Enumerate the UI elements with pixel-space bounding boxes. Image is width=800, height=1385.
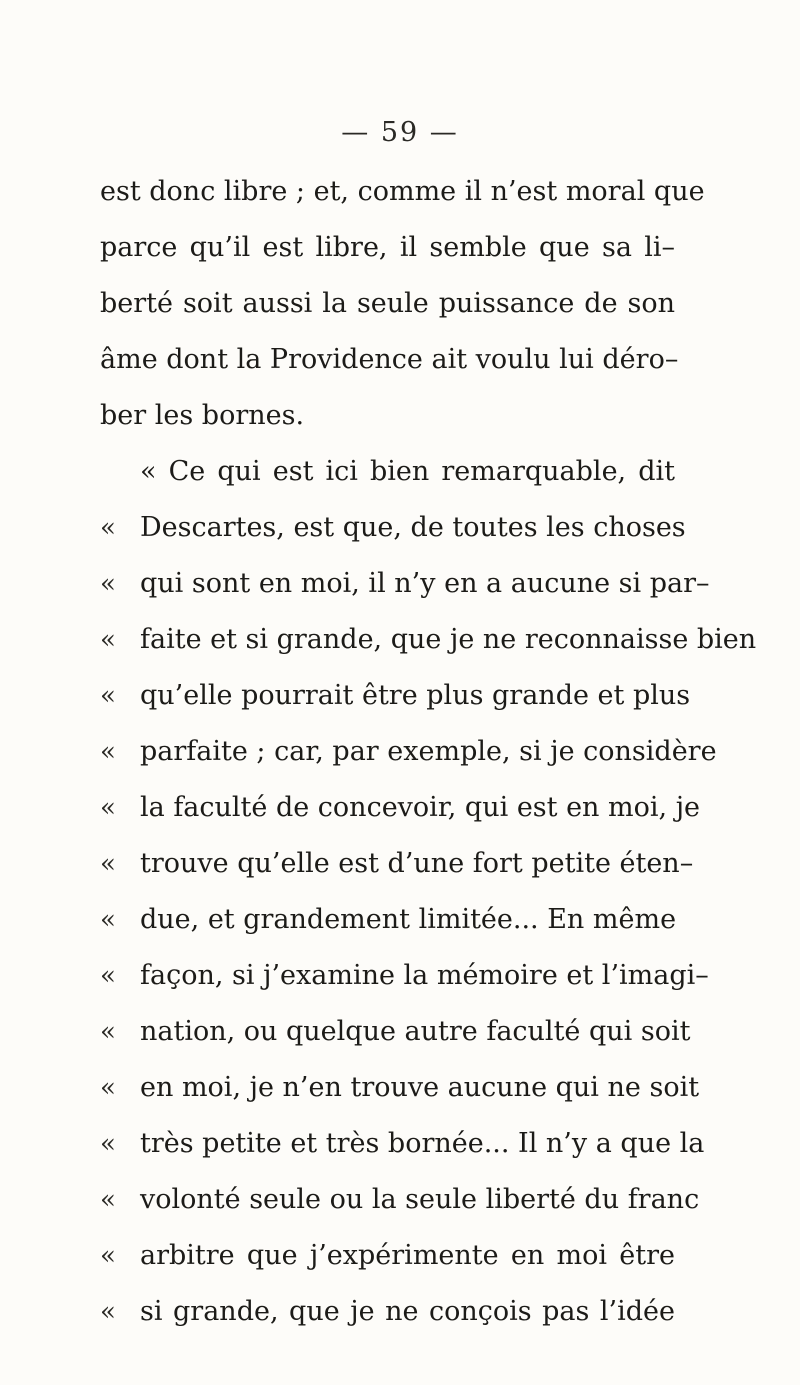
line-text: arbitre que j’expérimente en moi être (140, 1240, 675, 1271)
quote-mark: « (100, 1241, 116, 1271)
quote-mark: « (100, 1017, 116, 1047)
text-line (100, 164, 705, 220)
quote-mark: « (100, 625, 116, 655)
line-text: due, et grandement limitée... En même (140, 904, 677, 935)
quote-mark: « (100, 849, 116, 879)
line-text: parce qu’il est libre, il semble que sa li– (100, 232, 675, 263)
line-text: façon, si j’examine la mémoire et l’imagi– (140, 960, 709, 991)
quote-mark: « (100, 793, 116, 823)
text-line (100, 1004, 691, 1060)
quote-mark: « (100, 1185, 116, 1215)
quote-mark: « (100, 961, 116, 991)
quote-mark: « (100, 1073, 116, 1103)
quote-mark: « (100, 569, 116, 599)
line-text: la faculté de concevoir, qui est en moi, je (140, 792, 701, 823)
text-line (100, 836, 694, 892)
text-line (100, 1284, 675, 1340)
line-text: est donc libre ; et, comme il n’est moral que (100, 176, 705, 207)
line-text: berté soit aussi la seule puissance de son (100, 288, 675, 319)
text-line (100, 276, 675, 332)
text-line (100, 948, 709, 1004)
text-line (100, 1116, 705, 1172)
line-text: Descartes, est que, de toutes les choses (140, 512, 686, 543)
line-text: volonté seule ou la seule liberté du franc (140, 1184, 700, 1215)
text-line (100, 780, 701, 836)
quote-mark: « (100, 1129, 116, 1159)
line-text: nation, ou quelque autre faculté qui soit (140, 1016, 691, 1047)
text-line (100, 1060, 700, 1116)
quote-mark: « (100, 513, 116, 543)
line-text: parfaite ; car, par exemple, si je considère (140, 736, 717, 767)
line-text: « Ce qui est ici bien remarquable, dit (140, 456, 675, 487)
text-line (100, 444, 675, 500)
line-text: qui sont en moi, il n’y en a aucune si par– (140, 568, 710, 599)
body-text (100, 164, 757, 1340)
text-line (100, 500, 686, 556)
line-text: si grande, que je ne conçois pas l’idée (140, 1296, 675, 1327)
line-text: très petite et très bornée... Il n’y a que la (140, 1128, 705, 1159)
text-line (100, 668, 691, 724)
quote-mark: « (100, 1297, 116, 1327)
text-line (100, 388, 675, 444)
quote-mark: « (100, 737, 116, 767)
line-text: faite et si grande, que je ne reconnaisse bien (140, 624, 757, 655)
text-line (100, 612, 757, 668)
quote-mark: « (100, 905, 116, 935)
quote-mark: « (100, 681, 116, 711)
line-text: âme dont la Providence ait voulu lui déro– (100, 344, 679, 375)
text-line (100, 892, 675, 948)
text-line (100, 1228, 675, 1284)
line-text: en moi, je n’en trouve aucune qui ne soit (140, 1072, 700, 1103)
text-line (100, 332, 679, 388)
line-text: trouve qu’elle est d’une fort petite éten– (140, 848, 694, 879)
text-line (100, 220, 675, 276)
text-line (100, 1172, 700, 1228)
page-number: — 59 — (341, 117, 459, 148)
text-line (100, 724, 717, 780)
line-text: ber les bornes. (100, 400, 305, 431)
line-text: qu’elle pourrait être plus grande et plus (140, 680, 691, 711)
text-line (100, 556, 710, 612)
